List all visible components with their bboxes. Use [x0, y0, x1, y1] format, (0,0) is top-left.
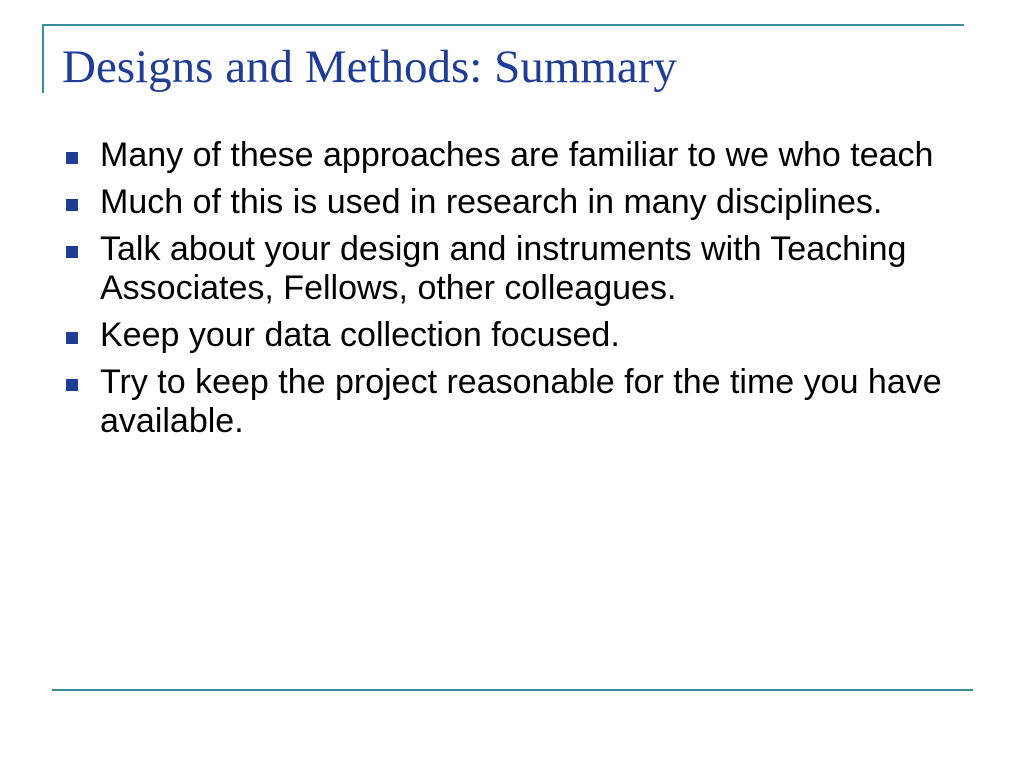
- bullet-item: [64, 363, 964, 441]
- bullet-text: Keep your data collection focused.: [100, 316, 620, 354]
- left-divider: [42, 24, 44, 93]
- square-bullet-icon: [66, 379, 78, 391]
- bullet-text: Many of these approaches are familiar to we who teach: [100, 136, 934, 174]
- bullet-list: [64, 136, 964, 449]
- bottom-divider: [52, 689, 973, 691]
- slide-title: Designs and Methods: Summary: [62, 41, 677, 93]
- bullet-text: Talk about your design and instruments with Teaching Associates, Fellows, other colleagues.: [100, 230, 907, 307]
- square-bullet-icon: [66, 152, 78, 164]
- bullet-item: [64, 230, 964, 308]
- square-bullet-icon: [66, 332, 78, 344]
- square-bullet-icon: [66, 246, 78, 258]
- bullet-item: [64, 316, 964, 355]
- bullet-item: [64, 136, 964, 175]
- bullet-text: Try to keep the project reasonable for the time you have available.: [100, 363, 942, 440]
- top-divider: [42, 24, 964, 26]
- bullet-item: [64, 183, 964, 222]
- bullet-text: Much of this is used in research in many disciplines.: [100, 183, 883, 221]
- square-bullet-icon: [66, 199, 78, 211]
